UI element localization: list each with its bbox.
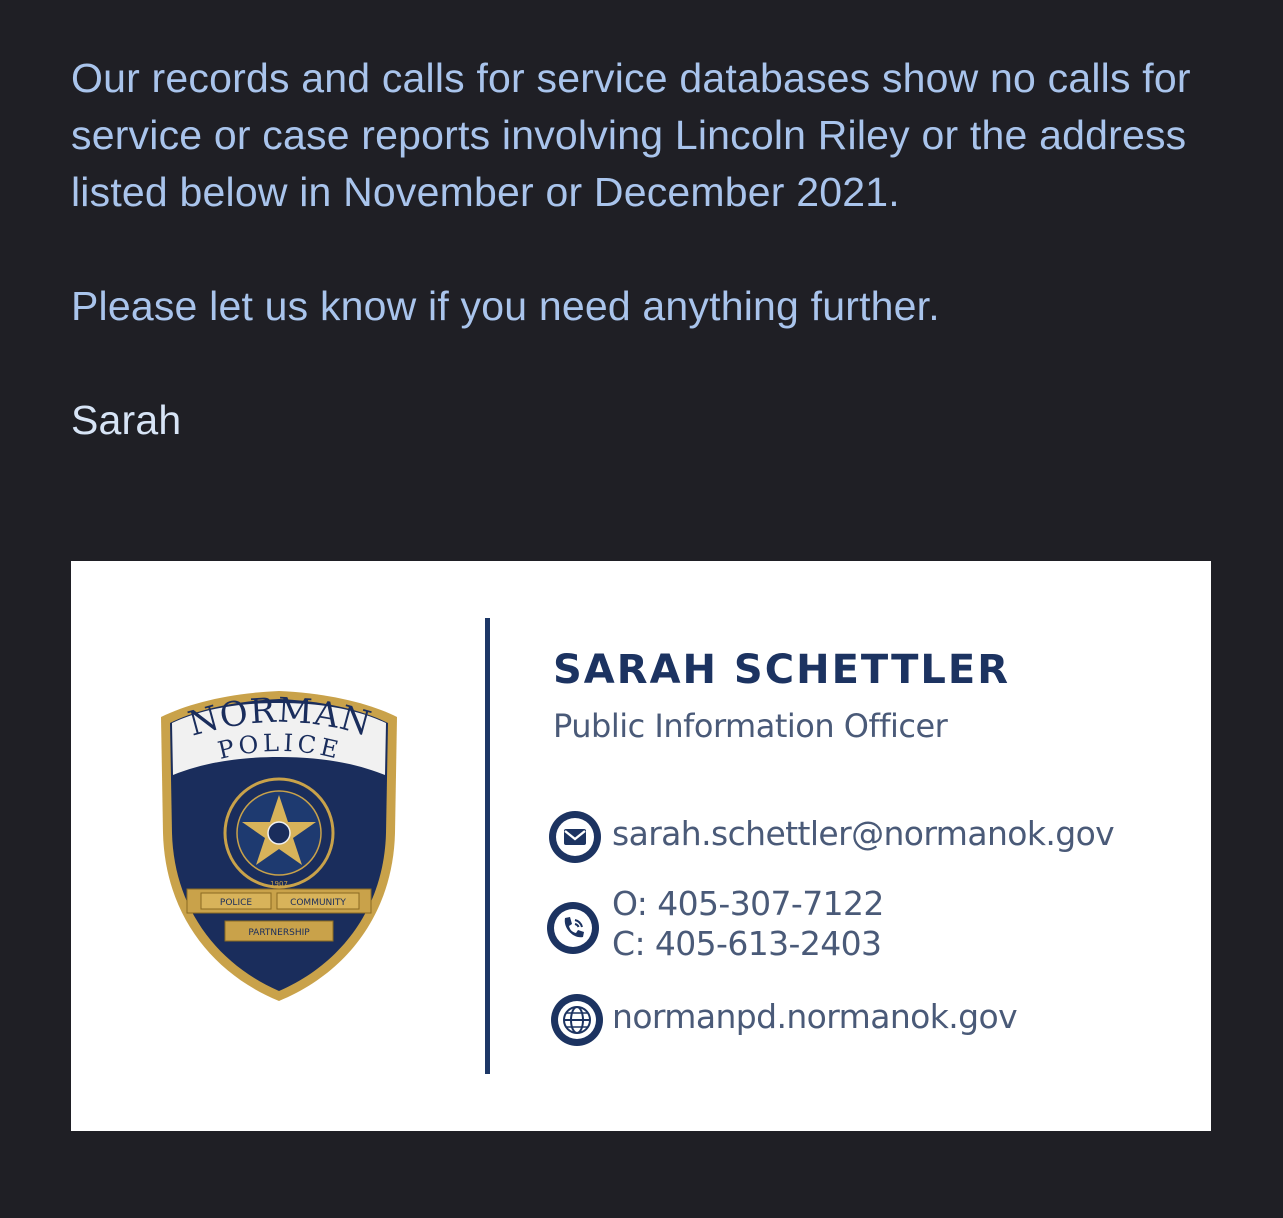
signature-name: SARAH SCHETTLER — [553, 647, 1010, 693]
badge-ribbon-right: COMMUNITY — [290, 898, 346, 908]
globe-icon — [551, 994, 603, 1046]
cell-phone[interactable]: C: 405-613-2403 — [612, 924, 882, 963]
email-body — [71, 50, 1231, 449]
badge-sub-text: POLICE — [215, 728, 345, 765]
phone-icon — [547, 902, 599, 954]
message-paragraph: Please let us know if you need anything further. — [71, 283, 940, 329]
email-signature-card — [71, 561, 1211, 1131]
badge-top-text: NORMAN — [184, 690, 376, 745]
signature-title: Public Information Officer — [553, 707, 948, 745]
office-phone[interactable]: O: 405-307-7122 — [612, 884, 884, 923]
website-link[interactable]: normanpd.normanok.gov — [612, 997, 1017, 1036]
badge-ribbon-bottom: PARTNERSHIP — [248, 928, 310, 938]
norman-police-badge-logo — [157, 683, 401, 1005]
email-link[interactable]: sarah.schettler@normanok.gov — [612, 814, 1115, 853]
signature-divider — [485, 618, 490, 1074]
message-paragraph: Our records and calls for service databases show no calls for service or case reports involving Lincoln Riley or the address listed below in November or December 2021. — [71, 55, 1191, 215]
badge-ribbon-left: POLICE — [219, 898, 253, 908]
sign-off: Sarah — [71, 397, 182, 443]
badge-year: 1907 — [270, 880, 288, 888]
envelope-icon — [549, 811, 601, 863]
